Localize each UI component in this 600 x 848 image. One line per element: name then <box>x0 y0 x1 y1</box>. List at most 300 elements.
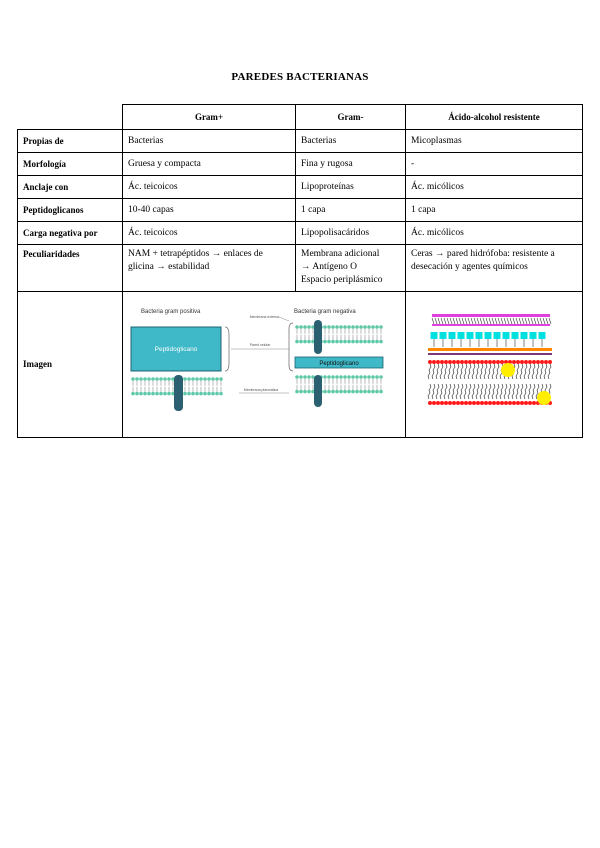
cell-acid-fast-diagram <box>406 292 583 438</box>
lipid-head <box>307 389 311 393</box>
lipoarabinomannan-mark <box>537 391 551 405</box>
lipid-head <box>428 401 432 405</box>
cell: Lipoproteínas <box>296 176 406 199</box>
wax-chain <box>441 318 443 324</box>
waxes-layer <box>432 314 551 326</box>
lipid-tail <box>496 364 499 379</box>
lipid-head <box>219 377 223 381</box>
wax-chain <box>495 318 497 324</box>
lipid-head <box>339 325 343 329</box>
lipid-tail <box>500 384 503 399</box>
wax-chain <box>516 318 518 324</box>
lipid-head <box>460 360 464 364</box>
lipid-head <box>199 377 203 381</box>
lipid-tail <box>480 384 483 399</box>
lipid-head <box>155 377 159 381</box>
row-label: Imagen <box>18 292 123 438</box>
lipid-head <box>207 377 211 381</box>
wax-chain <box>489 318 491 324</box>
wax-chain <box>537 318 539 324</box>
cell: Ceras → pared hidrófoba: resistente a desecación y agentes químicos <box>406 245 583 292</box>
header-blank <box>18 105 123 130</box>
lipid-head <box>375 375 379 379</box>
mycolic-acid-block <box>485 332 492 339</box>
wax-chain <box>501 318 503 324</box>
wax-chain <box>456 318 458 324</box>
lipid-head <box>295 389 299 393</box>
mycolic-acid-block <box>530 332 537 339</box>
row-label: Peculiaridades <box>18 245 123 292</box>
lipid-tail <box>456 384 459 399</box>
lipid-head <box>452 401 456 405</box>
wax-chain <box>477 318 479 324</box>
lipid-head <box>219 391 223 395</box>
lipid-tail <box>460 384 463 399</box>
lipid-tail <box>532 364 535 379</box>
wax-band <box>432 324 550 326</box>
lipid-head <box>500 401 504 405</box>
cell: Lipopolisacáridos <box>296 222 406 245</box>
lipid-head <box>143 391 147 395</box>
wax-chain <box>471 318 473 324</box>
lipid-head <box>351 389 355 393</box>
lipid-head <box>163 377 167 381</box>
lipid-head <box>544 360 548 364</box>
wax-chain <box>444 318 446 324</box>
lipid-head <box>331 339 335 343</box>
lipid-head <box>540 360 544 364</box>
lipid-head <box>139 391 143 395</box>
lipid-head <box>532 360 536 364</box>
lipid-head <box>444 401 448 405</box>
wax-chain <box>438 318 440 324</box>
wax-chain <box>480 318 482 324</box>
lipid-head <box>159 377 163 381</box>
lipid-head <box>371 375 375 379</box>
lipid-tail <box>508 384 511 399</box>
lipid-head <box>496 401 500 405</box>
lipid-tail <box>524 364 527 379</box>
wax-chain <box>465 318 467 324</box>
lipid-tail <box>548 364 551 379</box>
lipid-head <box>327 389 331 393</box>
lipid-head <box>351 339 355 343</box>
lipid-tail <box>476 384 479 399</box>
lipid-head <box>379 375 383 379</box>
plasma-membrane-label: Membrana plasmática <box>243 387 279 392</box>
lipid-head <box>468 360 472 364</box>
lipid-head <box>295 325 299 329</box>
lipoarabinomannan-mark <box>501 363 515 377</box>
cell: 1 capa <box>406 199 583 222</box>
gram-negative-porin <box>314 320 322 354</box>
lipid-tail <box>496 384 499 399</box>
lipid-tail <box>440 364 443 379</box>
row-imagen <box>18 292 583 438</box>
lipid-head <box>335 375 339 379</box>
lipid-head <box>367 339 371 343</box>
lipid-head <box>532 401 536 405</box>
lipid-head <box>359 389 363 393</box>
lipid-head <box>359 325 363 329</box>
wax-chain <box>519 318 521 324</box>
cell: Micoplasmas <box>406 130 583 153</box>
wax-chain <box>474 318 476 324</box>
lipid-tail <box>524 384 527 399</box>
lipid-head <box>492 401 496 405</box>
gram-negative-plasma-membrane <box>295 375 383 393</box>
row-propias-de <box>18 130 583 153</box>
lipid-head <box>367 325 371 329</box>
cell-line: Membrana adicional <box>301 249 380 259</box>
lipid-tail <box>468 384 471 399</box>
lipid-head <box>436 360 440 364</box>
lipid-tail <box>520 364 523 379</box>
lipid-head <box>211 391 215 395</box>
lipid-head <box>492 360 496 364</box>
lipid-head <box>331 375 335 379</box>
wax-chain <box>432 318 434 324</box>
lipid-head <box>504 401 508 405</box>
lipid-tail <box>432 384 435 399</box>
wax-chain <box>510 318 512 324</box>
lipid-tail <box>520 384 523 399</box>
lipid-tail <box>532 384 535 399</box>
wax-chain <box>543 318 545 324</box>
lipid-head <box>363 389 367 393</box>
lipid-head <box>520 401 524 405</box>
lipid-head <box>147 377 151 381</box>
wax-chain <box>504 318 506 324</box>
lipid-head <box>371 325 375 329</box>
lipid-head <box>167 377 171 381</box>
lipid-tail <box>452 384 455 399</box>
wax-chain <box>522 318 524 324</box>
lipid-head <box>295 339 299 343</box>
lipid-head <box>167 391 171 395</box>
wax-chain <box>513 318 515 324</box>
lipid-head <box>440 401 444 405</box>
wax-band <box>432 314 550 317</box>
lipid-tail <box>468 364 471 379</box>
lipid-head <box>323 325 327 329</box>
lipid-head <box>343 325 347 329</box>
cell: 10-40 capas <box>123 199 296 222</box>
lipid-head <box>375 325 379 329</box>
wax-chain <box>531 318 533 324</box>
lipid-head <box>199 391 203 395</box>
wax-chain <box>525 318 527 324</box>
lipid-tail <box>528 364 531 379</box>
mycolic-acid-layer <box>431 332 546 347</box>
lipid-tail <box>476 364 479 379</box>
lipid-head <box>456 401 460 405</box>
lipid-head <box>215 391 219 395</box>
lipid-head <box>299 389 303 393</box>
lipid-head <box>347 389 351 393</box>
lipid-tail <box>460 364 463 379</box>
wax-chain <box>462 318 464 324</box>
lipid-head <box>524 360 528 364</box>
wax-chain <box>498 318 500 324</box>
mycolic-acid-block <box>476 332 483 339</box>
lipid-head <box>339 389 343 393</box>
lipid-tail <box>464 384 467 399</box>
lipid-tail <box>516 364 519 379</box>
wax-chain <box>459 318 461 324</box>
header-gram-positive: Gram+ <box>123 105 296 130</box>
wax-chain <box>528 318 530 324</box>
lipid-head <box>456 360 460 364</box>
lipid-head <box>183 377 187 381</box>
header-acid-fast: Ácido-alcohol resistente <box>406 105 583 130</box>
lipid-tail <box>536 364 539 379</box>
lipid-tail <box>436 384 439 399</box>
wax-chain <box>486 318 488 324</box>
cell: Ác. micólicos <box>406 222 583 245</box>
cell-line: Espacio periplásmico <box>301 274 383 285</box>
cell-gram-diagram <box>123 292 406 438</box>
lipid-head <box>464 360 468 364</box>
cell: 1 capa <box>296 199 406 222</box>
lipid-head <box>379 339 383 343</box>
row-label: Morfología <box>18 153 123 176</box>
lipid-head <box>355 339 359 343</box>
cell: - <box>406 153 583 176</box>
lipid-head <box>436 401 440 405</box>
lipid-head <box>211 377 215 381</box>
lipid-tail <box>540 364 543 379</box>
lipid-head <box>371 389 375 393</box>
lipid-head <box>363 325 367 329</box>
acid-fast-wall-diagram <box>424 310 564 420</box>
wax-chain <box>540 318 542 324</box>
gram-wall-diagram <box>129 305 399 425</box>
lipid-head <box>323 375 327 379</box>
cell: Ác. teicoicos <box>123 222 296 245</box>
lipid-head <box>432 360 436 364</box>
lipid-head <box>347 339 351 343</box>
gram-positive-bracket <box>225 327 229 371</box>
wax-chain <box>483 318 485 324</box>
mycolic-acid-block <box>458 332 465 339</box>
lipid-head <box>307 375 311 379</box>
lipid-tail <box>472 364 475 379</box>
lipid-head <box>472 401 476 405</box>
lipid-head <box>207 391 211 395</box>
lipid-head <box>295 375 299 379</box>
lipid-head <box>327 339 331 343</box>
lipid-tail <box>504 384 507 399</box>
wax-chain <box>435 318 437 324</box>
wax-chain <box>492 318 494 324</box>
mycolic-acid-block <box>449 332 456 339</box>
row-label: Carga negativa por <box>18 222 123 245</box>
gram-negative-membrane-protein <box>314 375 322 407</box>
gram-negative-outer-membrane <box>295 325 383 343</box>
wax-chain <box>453 318 455 324</box>
lipid-head <box>307 325 311 329</box>
lipid-head <box>335 325 339 329</box>
lipid-head <box>139 377 143 381</box>
lipid-head <box>339 339 343 343</box>
lipid-head <box>367 389 371 393</box>
lipid-head <box>484 360 488 364</box>
lipid-head <box>500 360 504 364</box>
lipid-tail <box>440 384 443 399</box>
lipid-tail <box>464 364 467 379</box>
lipid-tail <box>444 384 447 399</box>
lipid-head <box>448 401 452 405</box>
cell: Fina y rugosa <box>296 153 406 176</box>
row-peculiaridades <box>18 245 583 292</box>
mycolic-acid-block <box>539 332 546 339</box>
wax-chain <box>546 318 548 324</box>
mycolic-acid-block <box>503 332 510 339</box>
lipid-head <box>371 339 375 343</box>
peptidoglycan-bar-label: Peptidoglicano <box>319 360 359 367</box>
lipid-head <box>299 375 303 379</box>
lipid-head <box>303 339 307 343</box>
lipid-tail <box>488 384 491 399</box>
mycolic-acid-block <box>431 332 438 339</box>
lipid-head <box>516 360 520 364</box>
lipid-head <box>355 389 359 393</box>
row-morfologia <box>18 153 583 176</box>
mycolic-acid-block <box>467 332 474 339</box>
row-peptidoglicanos <box>18 199 583 222</box>
lipid-head <box>131 377 135 381</box>
lipid-tail <box>448 364 451 379</box>
lipid-head <box>351 325 355 329</box>
lipid-tail <box>484 364 487 379</box>
lipid-head <box>375 389 379 393</box>
row-label: Propias de <box>18 130 123 153</box>
lipid-head <box>512 360 516 364</box>
gram-negative-bracket <box>289 323 293 371</box>
outer-membrane-label: Membrana externa <box>249 314 279 319</box>
lipid-head <box>335 389 339 393</box>
lipid-head <box>299 339 303 343</box>
lipid-head <box>460 401 464 405</box>
lipid-tail <box>472 384 475 399</box>
lipid-head <box>347 375 351 379</box>
lipid-head <box>215 377 219 381</box>
peptidoglycan-band <box>428 353 552 355</box>
lipid-head <box>432 401 436 405</box>
lipid-head <box>524 401 528 405</box>
peptidoglycan-label: Peptidoglicano <box>154 345 198 353</box>
lipid-tail <box>544 364 547 379</box>
lipid-head <box>464 401 468 405</box>
row-anclaje <box>18 176 583 199</box>
lipid-head <box>359 375 363 379</box>
lipid-head <box>363 339 367 343</box>
lipid-head <box>476 401 480 405</box>
lipid-head <box>331 325 335 329</box>
lipid-head <box>468 401 472 405</box>
row-label: Peptidoglicanos <box>18 199 123 222</box>
header-gram-negative: Gram- <box>296 105 406 130</box>
lipid-tail <box>492 384 495 399</box>
lipid-head <box>548 360 552 364</box>
row-label: Anclaje con <box>18 176 123 199</box>
lipid-head <box>203 377 207 381</box>
pointer-line <box>279 317 289 321</box>
lipid-head <box>452 360 456 364</box>
lipid-head <box>327 325 331 329</box>
lipid-head <box>191 391 195 395</box>
lipid-tail <box>512 384 515 399</box>
lipid-head <box>528 401 532 405</box>
cell: Ác. teicoicos <box>123 176 296 199</box>
lipid-head <box>327 375 331 379</box>
lipid-head <box>444 360 448 364</box>
gram-negative-title: Bacteria gram negativa <box>294 308 356 315</box>
lipid-head <box>379 325 383 329</box>
lipid-tail <box>492 364 495 379</box>
lipid-head <box>135 377 139 381</box>
lipid-head <box>151 391 155 395</box>
lipid-head <box>143 377 147 381</box>
lipid-head <box>375 339 379 343</box>
wax-chain <box>450 318 452 324</box>
lipid-head <box>359 339 363 343</box>
lipid-head <box>183 391 187 395</box>
lipid-head <box>187 391 191 395</box>
cell: Bacterias <box>123 130 296 153</box>
lipid-head <box>512 401 516 405</box>
lipid-head <box>347 325 351 329</box>
lipid-head <box>187 377 191 381</box>
lipid-head <box>355 325 359 329</box>
lipid-head <box>339 375 343 379</box>
wax-chain <box>468 318 470 324</box>
lipid-head <box>476 360 480 364</box>
comparison-table <box>17 104 583 438</box>
lipid-head <box>379 389 383 393</box>
cell <box>296 245 406 292</box>
lipid-head <box>440 360 444 364</box>
lipid-tail <box>484 384 487 399</box>
wax-chain <box>549 318 551 324</box>
lipid-head <box>303 375 307 379</box>
cell: Gruesa y compacta <box>123 153 296 176</box>
lipid-head <box>480 401 484 405</box>
lipid-head <box>331 389 335 393</box>
cell-line: → Antígeno O <box>301 261 357 272</box>
lipid-tail <box>516 384 519 399</box>
lipid-head <box>480 360 484 364</box>
lipid-head <box>528 360 532 364</box>
lipid-tail <box>444 364 447 379</box>
lipid-head <box>516 401 520 405</box>
wax-chain <box>534 318 536 324</box>
wax-chain <box>447 318 449 324</box>
lipid-head <box>151 377 155 381</box>
lipid-head <box>343 389 347 393</box>
lipid-head <box>343 375 347 379</box>
lipid-tail <box>428 384 431 399</box>
cell: NAM + tetrapéptidos → enlaces de glicina → estabilidad <box>123 245 296 292</box>
cell-wall-label: Pared celular <box>249 342 271 347</box>
lipid-head <box>307 339 311 343</box>
lipid-head <box>484 401 488 405</box>
wax-chain <box>507 318 509 324</box>
lipid-tail <box>432 364 435 379</box>
mycolic-acid-block <box>521 332 528 339</box>
lipid-head <box>448 360 452 364</box>
